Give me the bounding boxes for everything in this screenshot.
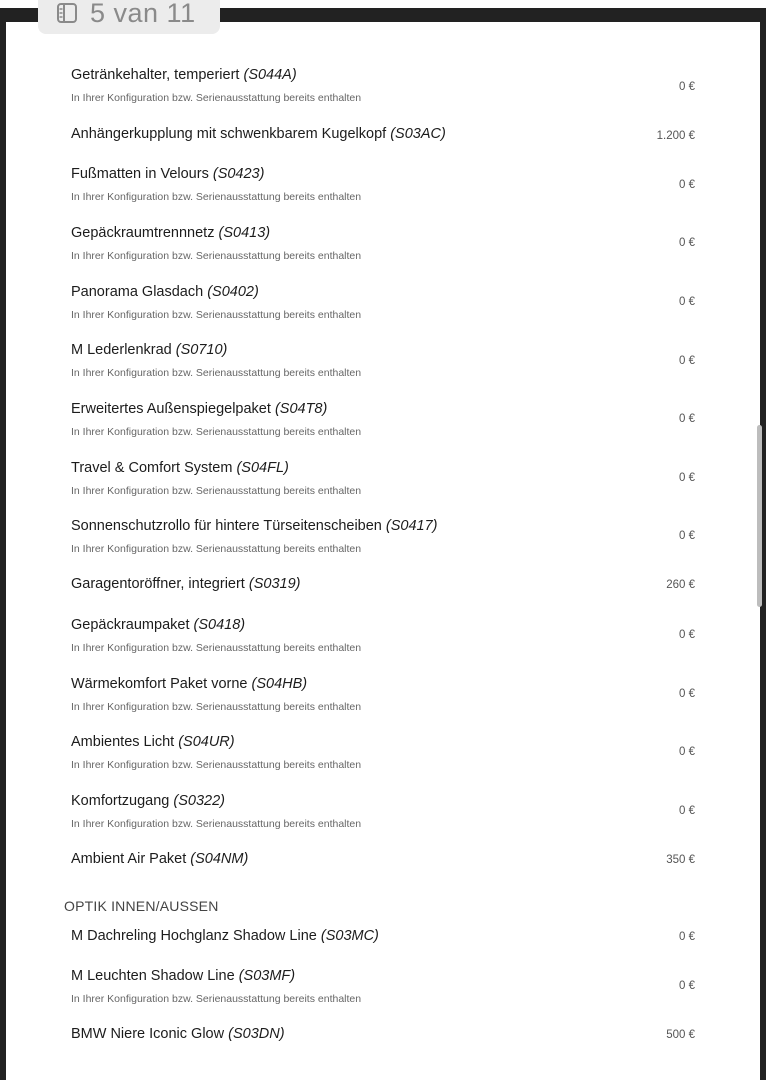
item-price: 0 € [679, 688, 695, 700]
item-title: Erweitertes Außenspiegelpaket (S04T8) [71, 401, 328, 417]
list-item [71, 166, 695, 203]
item-code: (S0710) [175, 342, 228, 358]
item-note: In Ihrer Konfiguration bzw. Serienausstattung bereits enthalten [71, 426, 362, 438]
item-code: (S0418) [193, 617, 246, 633]
item-note: In Ihrer Konfiguration bzw. Serienausstattung bereits enthalten [71, 309, 362, 321]
list-item [71, 928, 695, 944]
item-title: Garagentoröffner, integriert (S0319) [71, 576, 301, 592]
scrollbar-thumb[interactable] [757, 425, 762, 607]
item-note: In Ihrer Konfiguration bzw. Serienausstattung bereits enthalten [71, 92, 362, 104]
item-note: In Ihrer Konfiguration bzw. Serienausstattung bereits enthalten [71, 543, 362, 555]
item-note: In Ihrer Konfiguration bzw. Serienausstattung bereits enthalten [71, 367, 362, 379]
item-code: (S03DN) [228, 1026, 285, 1042]
item-code: (S0413) [218, 225, 271, 241]
item-code: (S0423) [212, 166, 265, 182]
list-item [71, 460, 695, 497]
list-item [71, 342, 695, 379]
list-item [71, 225, 695, 262]
item-price: 0 € [679, 237, 695, 249]
item-note: In Ihrer Konfiguration bzw. Serienausstattung bereits enthalten [71, 485, 362, 497]
item-price: 350 € [666, 854, 695, 866]
item-title: BMW Niere Iconic Glow (S03DN) [71, 1026, 285, 1042]
item-title: Gepäckraumtrennnetz (S0413) [71, 225, 271, 241]
item-title: Fußmatten in Velours (S0423) [71, 166, 265, 182]
item-title: Ambientes Licht (S04UR) [71, 734, 235, 750]
item-title: Getränkehalter, temperiert (S044A) [71, 67, 297, 83]
item-title: M Leuchten Shadow Line (S03MF) [71, 968, 296, 984]
list-item [71, 126, 695, 142]
item-code: (S03MF) [238, 968, 296, 984]
item-code: (S04UR) [178, 734, 235, 750]
list-item [71, 1026, 695, 1042]
item-price: 0 € [679, 980, 695, 992]
item-code: (S04HB) [251, 676, 308, 692]
item-code: (S03MC) [320, 928, 379, 944]
list-item [71, 576, 695, 592]
item-title: Sonnenschutzrollo für hintere Türseitenscheiben (S0417) [71, 518, 438, 534]
item-price: 0 € [679, 81, 695, 93]
list-item [71, 518, 695, 555]
book-icon [56, 2, 78, 24]
item-price: 0 € [679, 472, 695, 484]
item-code: (S0322) [173, 793, 225, 809]
list-item [71, 968, 695, 1005]
item-price: 0 € [679, 805, 695, 817]
item-price: 0 € [679, 746, 695, 758]
list-item [71, 851, 695, 867]
item-code: (S044A) [243, 67, 297, 83]
item-note: In Ihrer Konfiguration bzw. Serienausstattung bereits enthalten [71, 191, 362, 203]
item-price: 0 € [679, 296, 695, 308]
item-note: In Ihrer Konfiguration bzw. Serienausstattung bereits enthalten [71, 250, 362, 262]
list-item [71, 676, 695, 713]
item-title: Ambient Air Paket (S04NM) [71, 851, 249, 867]
item-title: Travel & Comfort System (S04FL) [71, 460, 289, 476]
list-item [71, 67, 695, 104]
item-price: 0 € [679, 413, 695, 425]
page-indicator[interactable] [38, 0, 220, 34]
item-title: Komfortzugang (S0322) [71, 793, 225, 809]
page-indicator-text: 5 van 11 [90, 0, 196, 28]
item-price: 0 € [679, 629, 695, 641]
item-code: (S04NM) [190, 851, 249, 867]
item-price: 0 € [679, 530, 695, 542]
item-code: (S0319) [248, 576, 301, 592]
item-title: Wärmekomfort Paket vorne (S04HB) [71, 676, 308, 692]
item-title: Panorama Glasdach (S0402) [71, 284, 259, 300]
item-price: 0 € [679, 179, 695, 191]
item-price: 260 € [666, 579, 695, 591]
item-code: (S0417) [385, 518, 438, 534]
list-item [71, 793, 695, 830]
list-item [71, 734, 695, 771]
section-heading: OPTIK INNEN/AUSSEN [64, 898, 219, 914]
item-price: 1.200 € [656, 130, 695, 142]
item-title: Gepäckraumpaket (S0418) [71, 617, 246, 633]
list-item [71, 617, 695, 654]
item-code: (S04T8) [274, 401, 328, 417]
list-item [71, 401, 695, 438]
item-note: In Ihrer Konfiguration bzw. Serienausstattung bereits enthalten [71, 818, 362, 830]
item-code: (S04FL) [236, 460, 289, 476]
item-note: In Ihrer Konfiguration bzw. Serienausstattung bereits enthalten [71, 759, 362, 771]
item-price: 0 € [679, 355, 695, 367]
item-code: (S0402) [207, 284, 259, 300]
item-price: 500 € [666, 1029, 695, 1041]
item-code: (S03AC) [390, 126, 446, 142]
item-note: In Ihrer Konfiguration bzw. Serienausstattung bereits enthalten [71, 701, 362, 713]
item-title: M Lederlenkrad (S0710) [71, 342, 228, 358]
list-item [71, 284, 695, 321]
item-price: 0 € [679, 931, 695, 943]
item-note: In Ihrer Konfiguration bzw. Serienausstattung bereits enthalten [71, 993, 362, 1005]
item-title: Anhängerkupplung mit schwenkbarem Kugelkopf (S03AC) [71, 126, 446, 142]
item-note: In Ihrer Konfiguration bzw. Serienausstattung bereits enthalten [71, 642, 362, 654]
item-title: M Dachreling Hochglanz Shadow Line (S03MC) [71, 928, 379, 944]
